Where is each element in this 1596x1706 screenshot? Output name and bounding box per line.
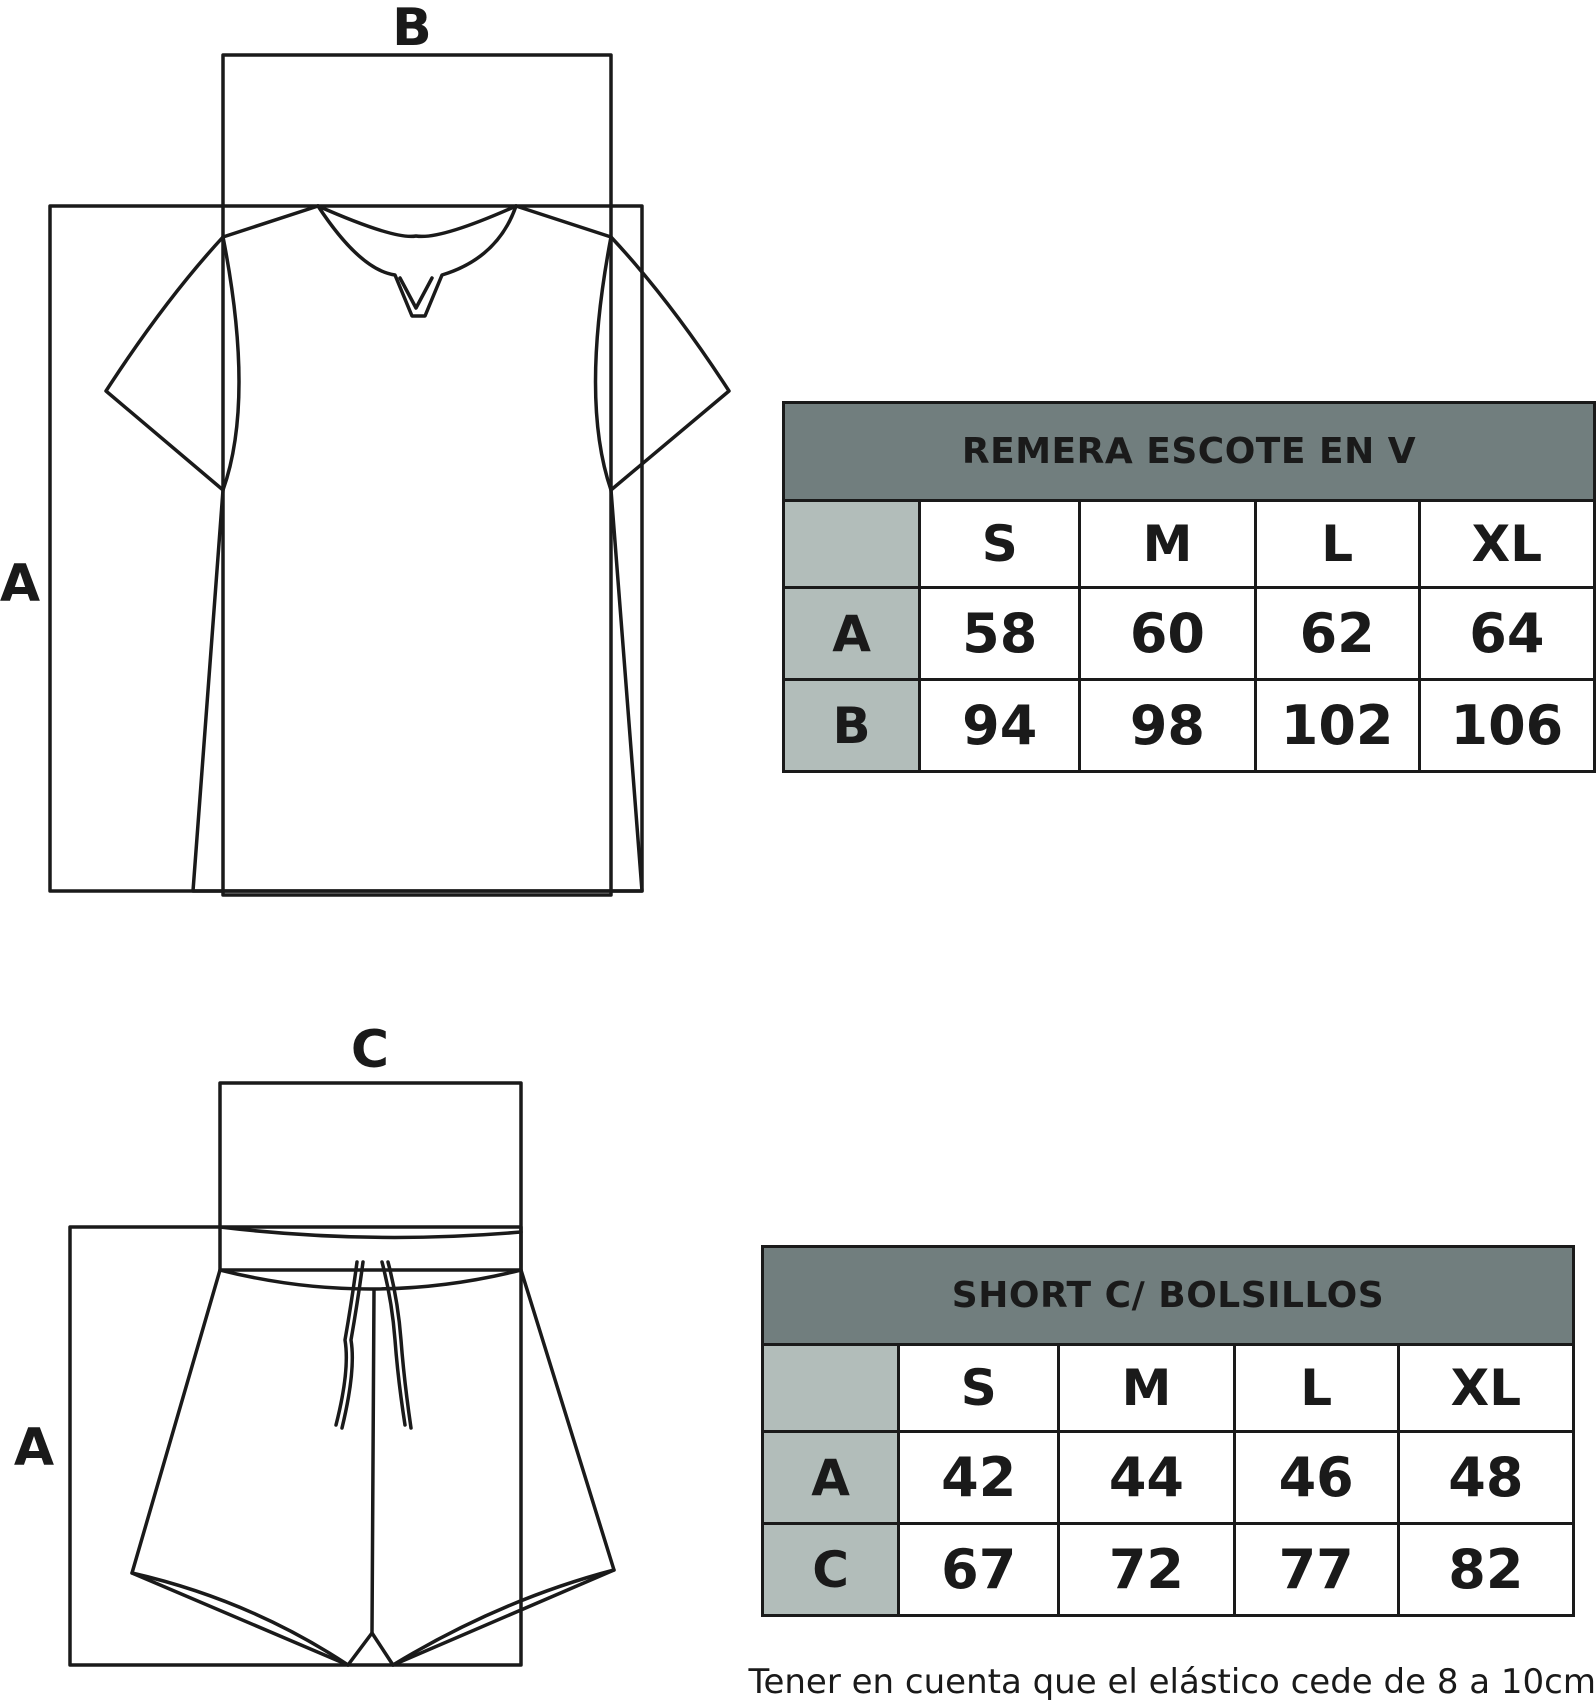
short-size-l: L [1234, 1345, 1398, 1432]
elastic-note: Tener en cuenta que el elástico cede de 8 a 10cm [748, 1662, 1596, 1702]
shirt-table-title: REMERA ESCOTE EN V [784, 403, 1595, 501]
short-a-s: 42 [899, 1432, 1059, 1524]
shirt-label-a: A [0, 554, 41, 614]
shirt-b-m: 98 [1080, 680, 1255, 772]
short-c-xl: 82 [1398, 1524, 1573, 1616]
short-label-c: C [350, 1020, 390, 1080]
shirt-size-xl: XL [1419, 501, 1594, 588]
shirt-b-l: 102 [1255, 680, 1419, 772]
short-table-title: SHORT C/ BOLSILLOS [763, 1247, 1574, 1345]
shirt-size-m: M [1080, 501, 1255, 588]
shirt-label-b: B [392, 0, 432, 58]
short-c-m: 72 [1059, 1524, 1234, 1616]
shirt-row-b-label: B [784, 680, 920, 772]
short-c-l: 77 [1234, 1524, 1398, 1616]
shirt-table-corner [784, 501, 920, 588]
shirt-a-m: 60 [1080, 588, 1255, 680]
short-row-c-label: C [763, 1524, 899, 1616]
short-a-m: 44 [1059, 1432, 1234, 1524]
short-row-a-label: A [763, 1432, 899, 1524]
short-a-l: 46 [1234, 1432, 1398, 1524]
shirt-row-a-label: A [784, 588, 920, 680]
short-outline [132, 1227, 614, 1665]
shirt-a-xl: 64 [1419, 588, 1594, 680]
short-a-xl: 48 [1398, 1432, 1573, 1524]
shirt-length-frame-a [50, 206, 642, 891]
shirt-a-s: 58 [920, 588, 1080, 680]
shirt-outline [106, 206, 729, 891]
short-size-s: S [899, 1345, 1059, 1432]
shirt-size-l: L [1255, 501, 1419, 588]
short-waist-frame-c [220, 1083, 521, 1270]
shirt-width-frame-b [223, 55, 611, 895]
short-size-xl: XL [1398, 1345, 1573, 1432]
short-table-corner [763, 1345, 899, 1432]
short-label-a: A [13, 1418, 55, 1478]
shirt-size-s: S [920, 501, 1080, 588]
shirt-b-s: 94 [920, 680, 1080, 772]
short-size-table [761, 1245, 1575, 1617]
short-length-frame-a [70, 1227, 521, 1665]
shirt-b-xl: 106 [1419, 680, 1594, 772]
shirt-a-l: 62 [1255, 588, 1419, 680]
short-size-m: M [1059, 1345, 1234, 1432]
shirt-size-table [782, 401, 1596, 773]
short-c-s: 67 [899, 1524, 1059, 1616]
